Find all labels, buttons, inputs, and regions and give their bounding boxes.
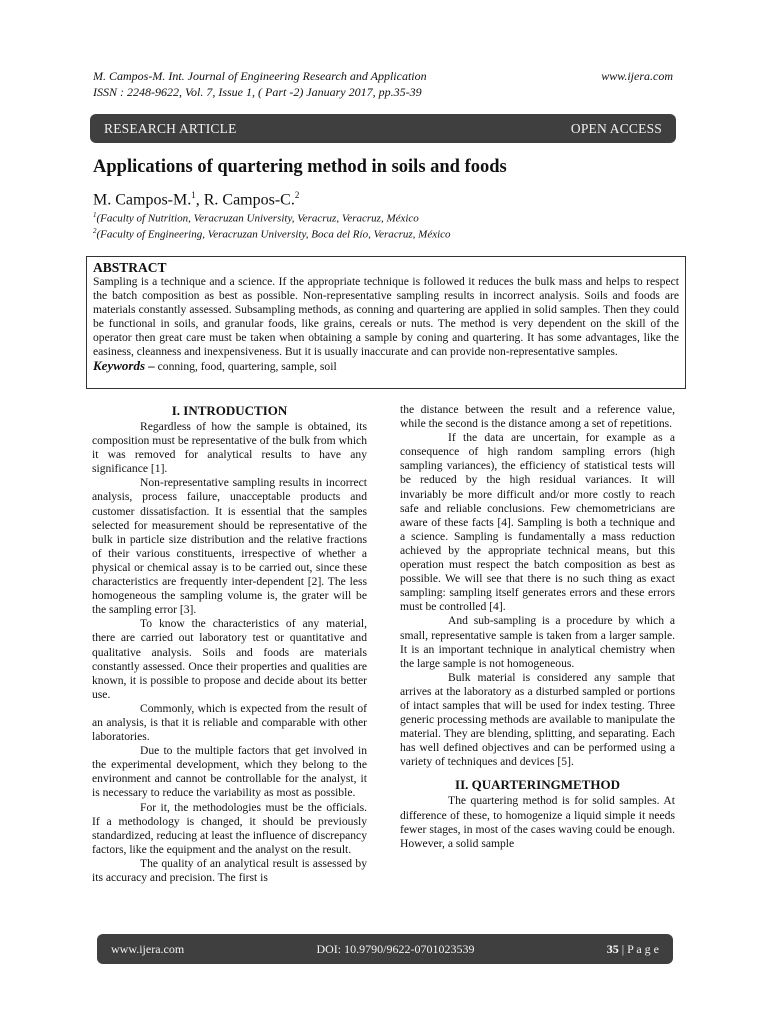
article-type-banner — [90, 114, 676, 143]
author-2: R. Campos-C. — [203, 191, 295, 209]
journal-line: M. Campos-M. Int. Journal of Engineering Research and Application — [93, 69, 427, 83]
affiliation-1-sup: 1 — [93, 211, 97, 219]
paragraph-continuation: the distance between the result and a reference value, while the second is the distance among a set of repetitions. — [400, 403, 675, 431]
page-number: 35 — [606, 941, 619, 956]
paragraph: And sub-sampling is a procedure by which a small, representative sample is taken from a larger sample. It is an important technique in analytical chemistry when the large sample is not homogeneous. — [400, 614, 675, 670]
paragraph: Due to the multiple factors that get involved in the experimental development, which they belong to the environment and cannot be controllable for the analyst, it is necessary to reduce the variability as most as possible. — [92, 744, 367, 800]
abstract-heading: ABSTRACT — [93, 260, 167, 275]
paragraph: For it, the methodologies must be the officials. If a methodology is changed, it should be previously standardized, reducing at least the influence of discrepancy factors, like the equipment and the analyst on the result. — [92, 800, 367, 856]
journal-website[interactable]: www.ijera.com — [601, 69, 673, 83]
paragraph: To know the characteristics of any material, there are carried out laboratory test or quantitative and qualitative analysis. Soils and foods are materials constantly assessed. Once their properties and qualities are known, it is possible to propose and decide about its better use. — [92, 617, 367, 701]
page-label: | P a g e — [618, 941, 659, 956]
affiliation-1 — [93, 211, 419, 225]
paragraph: Regardless of how the sample is obtained, its composition must be representative of the bulk from which it was removed for analytical results to have any significance [1]. — [92, 420, 367, 476]
footer-page — [607, 942, 659, 957]
section-heading-introduction: I. INTRODUCTION — [171, 403, 288, 418]
paragraph: The quartering method is for solid samples. At difference of these, to homogenize a liquid simple it needs fewer stages, in most of the cases waving could be enough. However, a solid sample — [400, 794, 675, 850]
paper-title: Applications of quartering method in soils and foods — [93, 157, 507, 177]
footer-website[interactable]: www.ijera.com — [111, 941, 185, 956]
affiliation-2-sup: 2 — [93, 227, 97, 235]
paragraph: Bulk material is considered any sample that arrives at the laboratory as a disturbed sampled or portions of intact samples that will be used for index testing. Three generic processing methods are available to manipulate the material. They are blending, splitting, and separating. Each has well defined objectives and can be performed using a variety of techniques and devices [5]. — [400, 670, 675, 769]
keywords-line — [93, 359, 679, 374]
affiliation-2 — [93, 227, 451, 241]
author-separator: , — [195, 191, 204, 209]
author-2-sup: 2 — [294, 190, 300, 200]
author-1: M. Campos-M. — [93, 191, 192, 209]
paragraph: If the data are uncertain, for example as a consequence of high random sampling errors (high sampling variances), the efficiency of statistical tests will be reduced by the high residual variances. It will invariably be more difficult and/or more costly to reach safe and reliable conclusions. Few chemometricians are aware of these facts [4]. Sampling is both a technique and a science. Sampling is fundamentally a mass reduction achieved by the appropriate technical means, but this operation must respect the batch composition as best as possible. We will see that there is no such thing as exact sampling: sampling itself generates errors and these errors must be controlled [4]. — [400, 431, 675, 614]
abstract-box — [86, 256, 686, 389]
research-article-label: RESEARCH ARTICLE — [104, 120, 237, 136]
open-access-label: OPEN ACCESS — [570, 120, 662, 136]
paragraph: Non-representative sampling results in incorrect analysis, process failure, unacceptable products and customer dissatisfaction. It is essential that the samples selected for measurement should be representative of the bulk in particle size distribution and the relative fractions of their various constituents, irrespective of whether a physical or chemical assay is to be carried out, since these characteristics are frequently inter-dependent [2]. The less homogeneous the sampling volume is, the grater will be the sampling error [3]. — [92, 476, 367, 617]
paragraph: Commonly, which is expected from the result of an analysis, is that it is reliable and comparable with other laboratories. — [92, 701, 367, 744]
affiliation-1-text: (Faculty of Nutrition, Veracruzan University, Veracruz, Veracruz, México — [96, 212, 419, 225]
running-header — [93, 68, 673, 100]
paragraph: The quality of an analytical result is assessed by its accuracy and precision. The first is — [92, 856, 367, 884]
abstract-text: Sampling is a technique and a science. If the appropriate technique is followed it reduces the bulk mass and helps to respect the batch composition as best as possible. Non-representative sampling results in incorrect analysis. Soils and foods are materials constantly assessed. Subsampling methods, as conning and quartering are applied in solid samples. Then they could be functional in soils, and granular foods, like grains, cereals or nuts. The method is very dependent on the skill of the operator then great care must be taken when obtaining a sample by coning and quartering. It has some advantages, like the easiness, cleanness and inexpensiveness. But it is usually inaccurate and can provide non-representative samples. — [93, 275, 679, 358]
section-heading-quartering-method: II. QUARTERINGMETHOD — [455, 777, 620, 793]
keywords-text: conning, food, quartering, sample, soil — [154, 360, 337, 373]
author-list — [93, 190, 299, 209]
page-footer — [97, 934, 673, 964]
keywords-label: Keywords – — [93, 358, 155, 373]
footer-doi[interactable]: DOI: 10.9790/9622-0701023539 — [316, 941, 475, 956]
issn-line: ISSN : 2248-9622, Vol. 7, Issue 1, ( Part -2) January 2017, pp.35-39 — [93, 85, 422, 99]
right-column — [400, 403, 675, 851]
affiliation-2-text: (Faculty of Engineering, Veracruzan University, Boca del Río, Veracruz, México — [96, 228, 451, 241]
left-column — [92, 403, 367, 885]
author-1-sup: 1 — [191, 190, 196, 200]
